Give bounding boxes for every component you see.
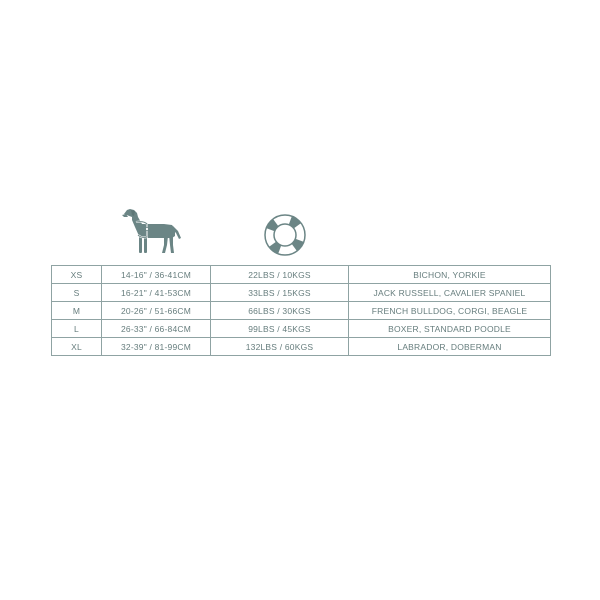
weight-cell: 132LBS / 60KGS xyxy=(211,338,349,356)
weight-cell: 66LBS / 30KGS xyxy=(211,302,349,320)
table-row xyxy=(52,338,551,356)
weight-cell: 22LBS / 10KGS xyxy=(211,266,349,284)
weight-cell: 33LBS / 15KGS xyxy=(211,284,349,302)
dimensions-cell: 32-39" / 81-99CM xyxy=(102,338,211,356)
size-label: XL xyxy=(52,338,102,356)
life-ring-icon xyxy=(260,210,310,260)
table-row xyxy=(52,284,551,302)
size-chart-table xyxy=(51,265,551,356)
size-label: M xyxy=(52,302,102,320)
weight-cell: 99LBS / 45KGS xyxy=(211,320,349,338)
size-label: S xyxy=(52,284,102,302)
size-label: XS xyxy=(52,266,102,284)
breeds-cell: JACK RUSSELL, CAVALIER SPANIEL xyxy=(349,284,551,302)
table-row xyxy=(52,266,551,284)
dimensions-cell: 14-16" / 36-41CM xyxy=(102,266,211,284)
size-label: L xyxy=(52,320,102,338)
table-row xyxy=(52,302,551,320)
breeds-cell: LABRADOR, DOBERMAN xyxy=(349,338,551,356)
dimensions-cell: 26-33" / 66-84CM xyxy=(102,320,211,338)
dog-harness-icon xyxy=(120,205,184,257)
breeds-cell: BOXER, STANDARD POODLE xyxy=(349,320,551,338)
breeds-cell: BICHON, YORKIE xyxy=(349,266,551,284)
breeds-cell: FRENCH BULLDOG, CORGI, BEAGLE xyxy=(349,302,551,320)
dimensions-cell: 16-21" / 41-53CM xyxy=(102,284,211,302)
table-row xyxy=(52,320,551,338)
dimensions-cell: 20-26" / 51-66CM xyxy=(102,302,211,320)
